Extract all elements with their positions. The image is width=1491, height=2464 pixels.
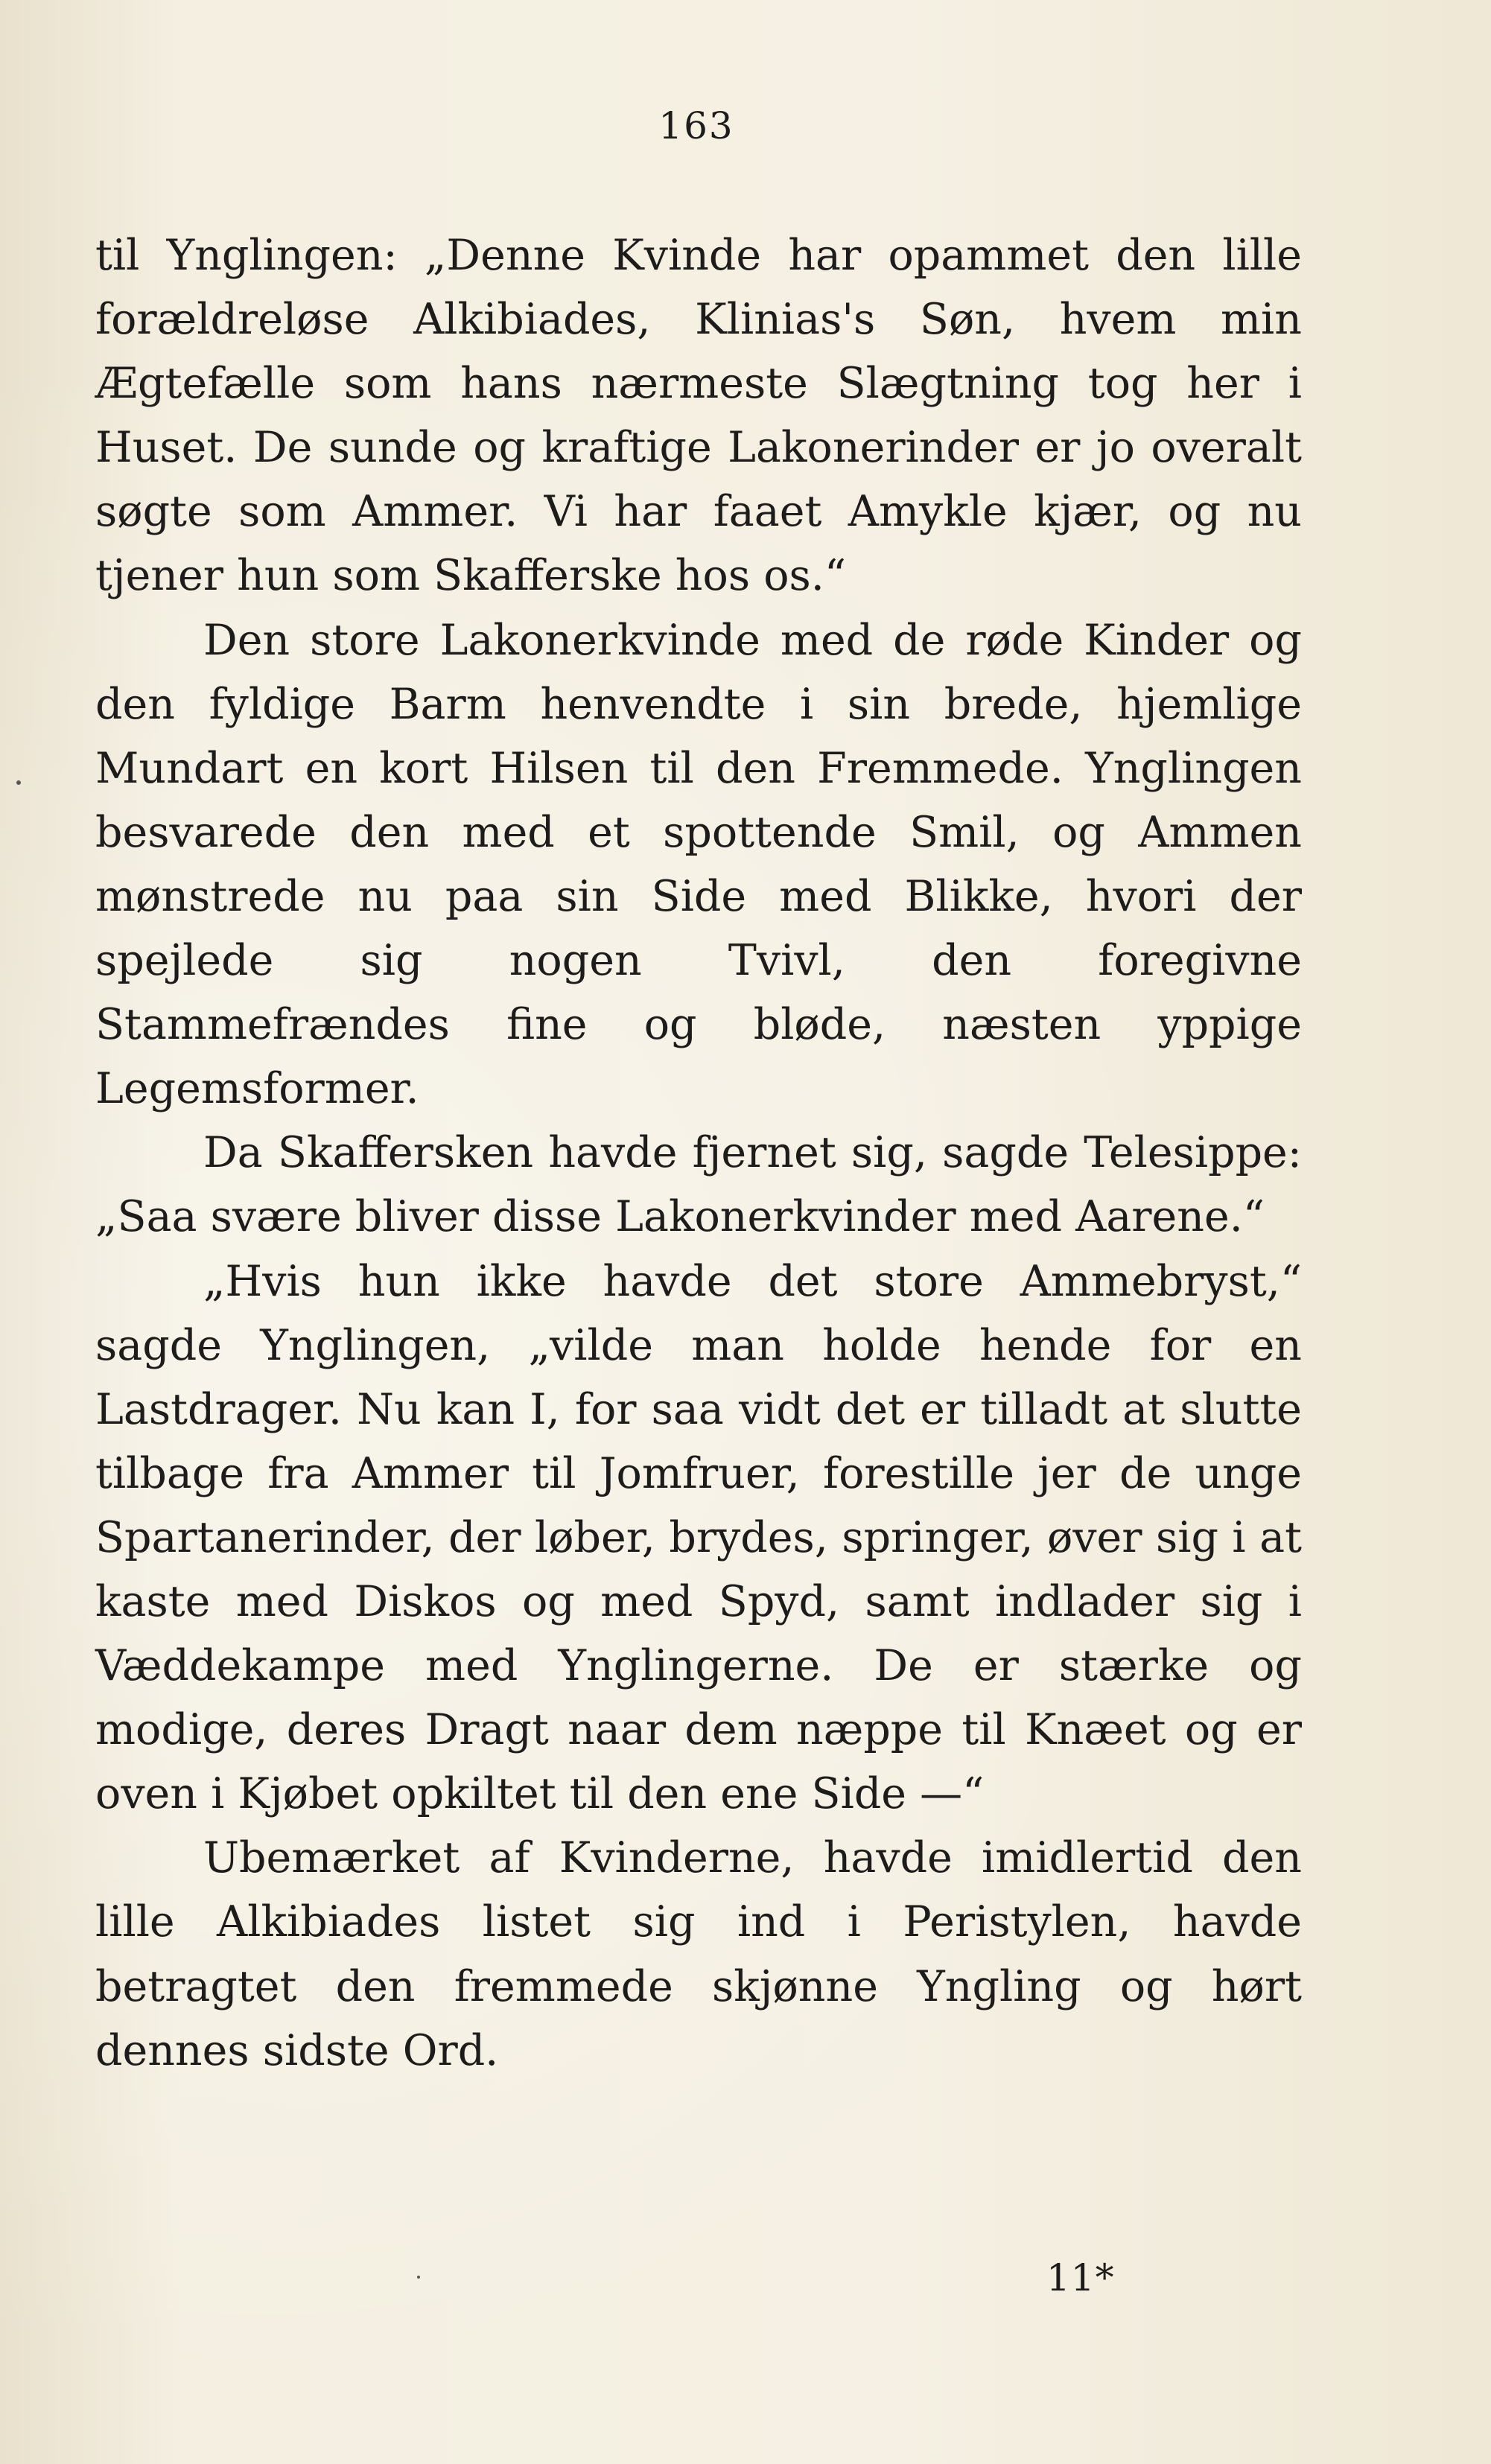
paragraph: Den store Lakonerkvinde med de røde Kinder og den fyldige Barm henvendte i sin brede, hjemlige Mundart en kort Hilsen til den Fremmede. Ynglingen besvarede den med et spottende Smil, og Ammen mønstrede nu paa sin Side med Blikke, hvori der spejlede sig nogen Tvivl, den foregivne Stammefrændes fine og bløde, næsten yppige Legemsformer. xyxy=(95,615,1302,1114)
margin-speck xyxy=(16,780,21,785)
paragraph: Da Skaffersken havde fjernet sig, sagde Telesippe: „Saa svære bliver disse Lakonerkvinder med Aarene.“ xyxy=(95,1128,1302,1242)
paragraph: Ubemærket af Kvinderne, havde imidlertid den lille Alkibiades listet sig ind i Peristylen, havde betragtet den fremmede skjønne Yngling og hørt dennes sidste Ord. xyxy=(95,1833,1302,2075)
body-text xyxy=(95,223,1302,2083)
paragraph: til Ynglingen: „Denne Kvinde har opammet den lille forældreløse Alkibiades, Klinias's Søn, hvem min Ægtefælle som hans nærmeste Slægtning tog her i Huset. De sunde og kraftige Lakonerinder er jo overalt søgte som Ammer. Vi har faaet Amykle kjær, og nu tjener hun som Skafferske hos os.“ xyxy=(95,231,1302,601)
margin-speck xyxy=(417,2276,420,2279)
paragraph: „Hvis hun ikke havde det store Ammebryst,“ sagde Ynglingen, „vilde man holde hende for en Lastdrager. Nu kan I, for saa vidt det er tilladt at slutte tilbage fra Ammer til Jomfruer, forestille jer de unge Spartanerinder, der løber, brydes, springer, øver sig i at kaste med Diskos og med Spyd, samt indlader sig i Væddekampe med Ynglingerne. De er stærke og modige, deres Dragt naar dem næppe til Knæet og er oven i Kjøbet opkiltet til den ene Side —“ xyxy=(95,1256,1302,1819)
signature-mark: 11* xyxy=(1046,2256,1115,2299)
page-number: 163 xyxy=(658,104,734,147)
